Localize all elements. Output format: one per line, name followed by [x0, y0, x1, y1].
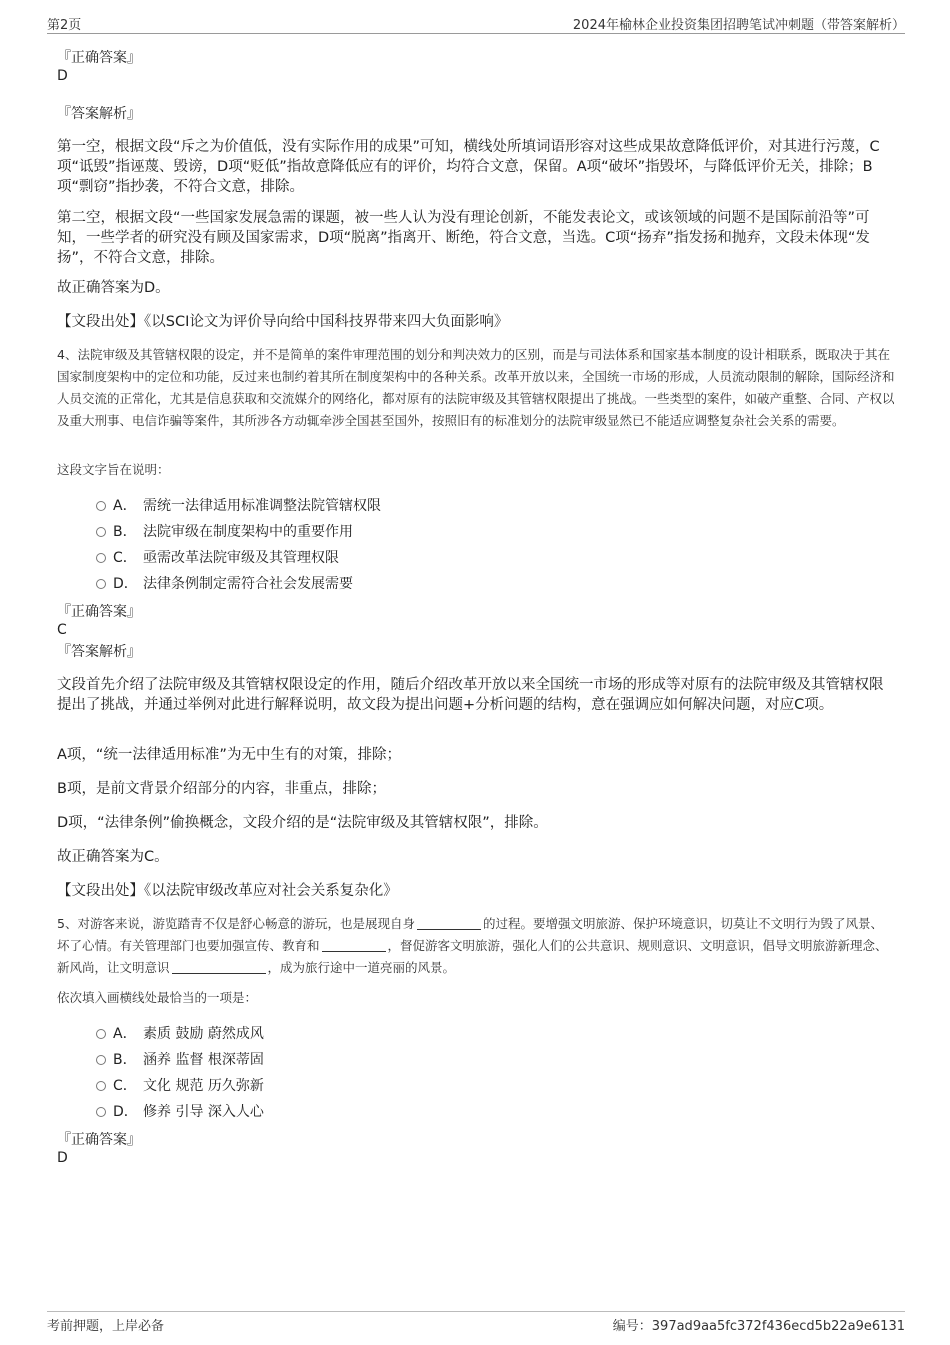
q4-analysis-p4: D项，“法律条例”偷换概念，文段介绍的是“法院审级及其管辖权限”，排除。: [57, 815, 548, 831]
q4-answer: C: [57, 622, 67, 638]
q5-answer: D: [57, 1150, 68, 1166]
q4-analysis-p2: A项，“统一法律适用标准”为无中生有的对策，排除；: [57, 747, 401, 763]
q5-stem: 5、对游客来说，游览踏青不仅是舒心畅意的游玩，也是展现自身 的过程。要增强文明旅游、保护环境意识，切莫让不文明行为毁了风景、坏了心情。有关管理部门也要加强宣传、教育和 ，督促游客文明旅游，强化人们的公共意识、规则意识、文明意识，倡导文明旅游新理念、新风尚，让文明意识 ，成为旅行途中一道亮丽的风景。: [57, 916, 888, 975]
q4-option-b[interactable]: B． 法院审级在制度架构中的重要作用: [96, 523, 353, 541]
page-footer: [47, 1311, 905, 1333]
q3-analysis-p1: 第一空，根据文段“斥之为价值低，没有实际作用的成果”可知，横线处所填词语形容对这些成果故意降低评价，对其进行污蔑，C项“诋毁”指诬蔑、毁谤，D项“贬低”指故意降低应有的评价，均符合文意，保留。A项“破坏”指毁坏，与降低评价无关，排除；B项“剽窃”指抄袭，不符合文意，排除。: [57, 139, 880, 195]
q4-source: 【文段出处】《以法院审级改革应对社会关系复杂化》: [57, 883, 398, 899]
radio-icon[interactable]: [96, 1081, 106, 1091]
q4-analysis-p1: 文段首先介绍了法院审级及其管辖权限设定的作用，随后介绍改革开放以来全国统一市场的形成等对原有的法院审级及其管辖权限提出了挑战，并通过举例对此进行解释说明，故文段为提出问题+分析问题的结构，意在强调应如何解决问题，对应C项。: [57, 677, 884, 713]
page-header: [47, 14, 905, 34]
q4-analysis-p3: B项，是前文背景介绍部分的内容，非重点，排除；: [57, 781, 386, 797]
q4-option-a[interactable]: A． 需统一法律适用标准调整法院管辖权限: [96, 497, 381, 515]
q4-analysis-label: 『答案解析』: [57, 644, 141, 660]
document-code: 编号：397ad9aa5fc372f436ecd5b22a9e6131: [612, 1319, 905, 1334]
q3-analysis-p2: 第二空，根据文段“一些国家发展急需的课题，被一些人认为没有理论创新，不能发表论文，或该领域的问题不是国际前沿等”可知，一些学者的研究没有顾及国家需求，D项“脱离”指离开、断绝，符合文意，当选。C项“扬弃”指发扬和抛弃，文段未体现“发扬”，不符合文意，排除。: [57, 210, 870, 266]
q5-option-c[interactable]: C． 文化 规范 历久弥新: [96, 1077, 264, 1095]
q3-analysis-label: 『答案解析』: [57, 106, 141, 122]
radio-icon[interactable]: [96, 1055, 106, 1065]
document-title: 2024年榆林企业投资集团招聘笔试冲刺题（带答案解析）: [572, 18, 905, 33]
q4-question: 这段文字旨在说明：: [57, 462, 170, 477]
q5-option-b[interactable]: B． 涵养 监督 根深蒂固: [96, 1051, 264, 1069]
radio-icon[interactable]: [96, 501, 106, 511]
q3-answer-label: 『正确答案』: [57, 50, 141, 66]
q3-source: 【文段出处】《以SCI论文为评价导向给中国科技界带来四大负面影响》: [57, 314, 509, 330]
radio-icon[interactable]: [96, 1107, 106, 1117]
q4-option-d[interactable]: D． 法律条例制定需符合社会发展需要: [96, 575, 353, 593]
q5-question: 依次填入画横线处最恰当的一项是：: [57, 990, 258, 1005]
q5-option-a[interactable]: A． 素质 鼓励 蔚然成风: [96, 1025, 264, 1043]
q3-answer: D: [57, 68, 68, 84]
q4-option-c[interactable]: C． 亟需改革法院审级及其管理权限: [96, 549, 339, 567]
q3-conclusion: 故正确答案为D。: [57, 280, 170, 296]
page-number: 第2页: [47, 18, 82, 33]
fill-blank-3[interactable]: [172, 961, 266, 974]
radio-icon[interactable]: [96, 527, 106, 537]
q4-stem: 4、法院审级及其管辖权限的设定，并不是简单的案件审理范围的划分和判决效力的区别，而是与司法体系和国家基本制度的设计相联系，既取决于其在国家制度架构中的定位和功能，反过来也制约着其所在制度架构中的各种关系。改革开放以来，全国统一市场的形成，人员流动限制的解除，国际经济和人员交流的正常化，尤其是信息获取和交流媒介的网络化，都对原有的法院审级及其管辖权限提出了挑战。一些类型的案件，如破产重整、合同、产权以及重大刑事、电信诈骗等案件，其所涉各方动辄牵涉全国甚至国外，按照旧有的标准划分的法院审级显然已不能适应调整复杂社会关系的需要。: [57, 347, 895, 428]
q5-option-d[interactable]: D． 修养 引导 深入人心: [96, 1103, 264, 1121]
q4-answer-label: 『正确答案』: [57, 604, 141, 620]
radio-icon[interactable]: [96, 1029, 106, 1039]
radio-icon[interactable]: [96, 579, 106, 589]
q4-conclusion: 故正确答案为C。: [57, 849, 169, 865]
fill-blank-2[interactable]: [322, 939, 386, 952]
fill-blank-1[interactable]: [417, 917, 481, 930]
q5-answer-label: 『正确答案』: [57, 1132, 141, 1148]
footer-slogan: 考前押题，上岸必备: [47, 1319, 165, 1334]
radio-icon[interactable]: [96, 553, 106, 563]
